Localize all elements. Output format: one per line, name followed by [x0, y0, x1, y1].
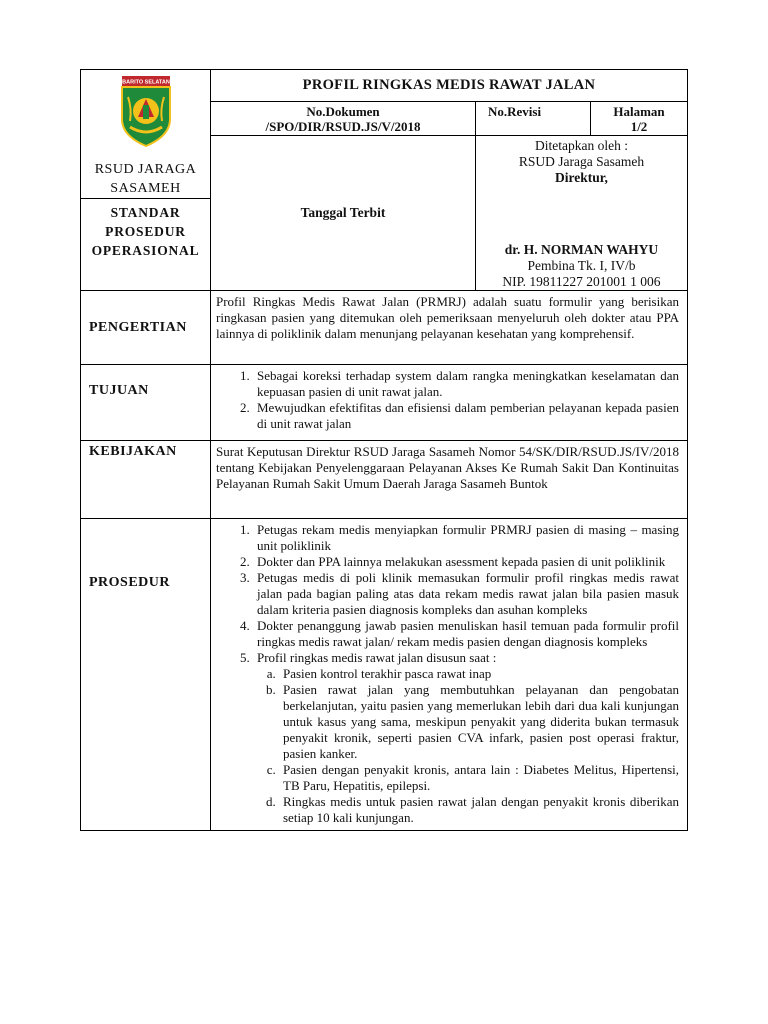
- sop-label-line2: PROSEDUR: [105, 224, 186, 239]
- hospital-name: [81, 160, 210, 198]
- pengertian-text: Profil Ringkas Medis Rawat Jalan (PRMRJ) adalah suatu formulir yang berisikan ringkasan pasien yang ditemukan oleh pemeriksaan menyeluruh oleh dokter atau PPA lainnya di poliklinik dalam menunjang pelayanan kesehatan yang komprehensif.: [211, 291, 688, 365]
- sub-list-item: c. Pasien dengan penyakit kronis, antara lain : Diabetes Melitus, Hipertensi, TB Paru, Hepatitis, epilepsi.: [279, 762, 679, 794]
- section-label-pengertian: PENGERTIAN: [81, 291, 211, 365]
- logo-banner-text: BARITO SELATAN: [121, 79, 170, 86]
- tujuan-list: [211, 368, 679, 432]
- doc-number-label: No.Dokumen: [306, 104, 380, 119]
- prosedur-content: [211, 519, 688, 831]
- list-item: 2. Mewujudkan efektifitas dan efisiensi dalam pemberian pelayanan kepada pasien di unit rawat jalan: [253, 400, 679, 432]
- hospital-logo: [81, 70, 210, 152]
- prosedur-sublist: [257, 666, 679, 826]
- revision-label: No.Revisi: [488, 104, 542, 119]
- list-item: 1. Petugas rekam medis menyiapkan formulir PRMRJ pasien di masing – masing unit poliklinik: [253, 522, 679, 554]
- director-title: Direktur,: [555, 170, 608, 185]
- established-by: Ditetapkan oleh :: [535, 138, 628, 153]
- page-cell: [591, 102, 688, 136]
- regency-emblem-icon: [116, 75, 176, 147]
- issue-date-label: Tanggal Terbit: [211, 136, 476, 291]
- section-label-tujuan: TUJUAN: [81, 365, 211, 441]
- list-item-text: Profil ringkas medis rawat jalan disusun saat :: [257, 650, 497, 665]
- section-label-kebijakan: KEBIJAKAN: [81, 441, 211, 519]
- list-item: 1. Sebagai koreksi terhadap system dalam rangka meningkatkan keselamatan dan kepuasan pasien di unit rawat jalan.: [253, 368, 679, 400]
- hospital-name-line1: RSUD JARAGA: [94, 162, 197, 177]
- sop-label-line3: OPERASIONAL: [91, 243, 200, 258]
- document-title: PROFIL RINGKAS MEDIS RAWAT JALAN: [211, 70, 688, 102]
- tujuan-content: [211, 365, 688, 441]
- established-org: RSUD Jaraga Sasameh: [518, 154, 645, 169]
- sub-list-item: b. Pasien rawat jalan yang membutuhkan pelayanan dan pengobatan berkelanjutan, yaitu pasien yang memerlukan lebih dari dua kali kunjungan untuk kasus yang sama, meskipun penyakit yang diderita bukan termasuk penyakit kronik, seperti pasien CVA infark, pasien post operasi fraktur, pasien kanker.: [279, 682, 679, 762]
- sop-label: [81, 199, 211, 291]
- director-name: dr. H. NORMAN WAHYU: [504, 242, 659, 257]
- kebijakan-text: Surat Keputusan Direktur RSUD Jaraga Sasameh Nomor 54/SK/DIR/RSUD.JS/IV/2018 tentang Kebijakan Penyelenggaraan Pelayanan Akses Ke Rumah Sakit Dan Kontinuitas Pelayanan Rumah Sakit Umum Daerah Jaraga Sasameh Buntok: [211, 441, 688, 519]
- page-value: 1/2: [630, 119, 648, 134]
- director-nip: NIP. 19811227 201001 1 006: [502, 274, 661, 289]
- sub-list-item: d. Ringkas medis untuk pasien rawat jalan dengan penyakit kronis diberikan setiap 10 kali kunjungan.: [279, 794, 679, 826]
- list-item: [253, 650, 679, 826]
- sop-table: [80, 69, 688, 831]
- sop-document: [80, 69, 687, 900]
- page-label: Halaman: [613, 104, 665, 119]
- list-item: 2. Dokter dan PPA lainnya melakukan asessment kepada pasien di unit poliklinik: [253, 554, 679, 570]
- list-item: 3. Petugas medis di poli klinik memasukan formulir profil ringkas medis rawat jalan pada bagian paling atas data rekam medis rawat jalan bila pasien masuk dalam kriteria pasien diagnosis kompleks dan asuhan kompleks: [253, 570, 679, 618]
- sop-label-line1: STANDAR: [110, 205, 181, 220]
- logo-cell: [81, 70, 211, 199]
- signature-space: [476, 186, 687, 242]
- director-rank: Pembina Tk. I, IV/b: [527, 258, 636, 273]
- prosedur-list: [211, 522, 679, 826]
- doc-number-value: /SPO/DIR/RSUD.JS/V/2018: [265, 119, 421, 134]
- hospital-name-line2: SASAMEH: [110, 181, 181, 196]
- signature-cell: [476, 136, 688, 291]
- sub-list-item: a. Pasien kontrol terakhir pasca rawat inap: [279, 666, 679, 682]
- section-label-prosedur: PROSEDUR: [81, 519, 211, 831]
- list-item: 4. Dokter penanggung jawab pasien menuliskan hasil temuan pada formulir profil ringkas medis rawat jalan/ rekam medis pasien dengan diagnosis kompleks: [253, 618, 679, 650]
- doc-number-cell: [211, 102, 476, 136]
- revision-cell: [476, 102, 591, 136]
